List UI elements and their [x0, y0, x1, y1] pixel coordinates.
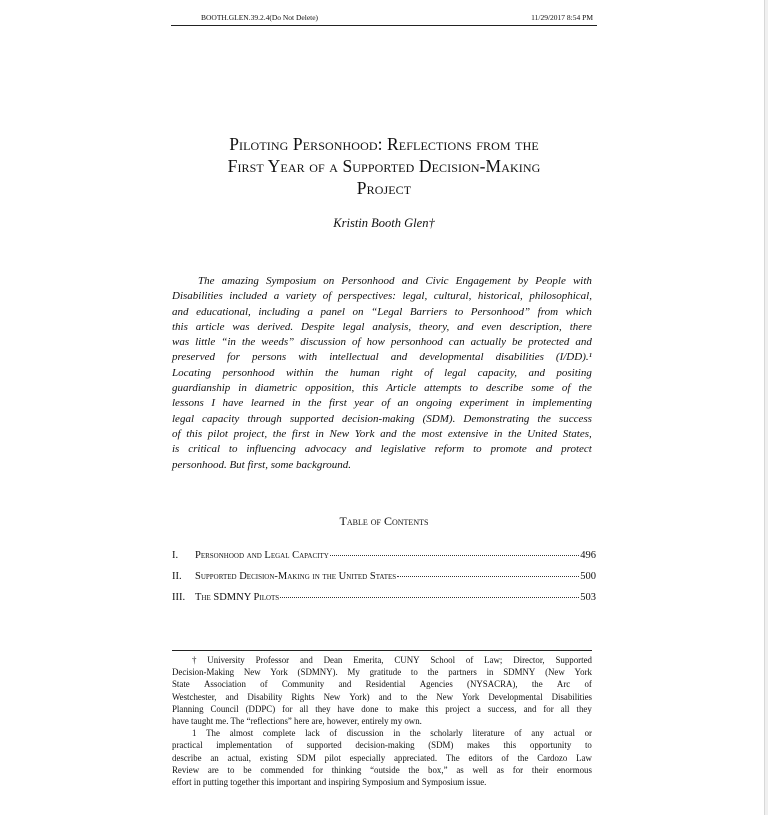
footnotes: [172, 654, 592, 788]
toc-entry-title: Personhood and Legal Capacity: [195, 550, 329, 561]
running-head-timestamp: 11/29/2017 8:54 PM: [531, 13, 593, 22]
title-line: Project: [356, 178, 412, 198]
abstract-line: personhood. But first, some background.: [172, 458, 351, 471]
footnote-line: Westchester, and Disability Rights New York) and to the New York Developmental Disabilities: [172, 691, 592, 702]
abstract-line: guardianship in diametric opposition, this Article attempts to describe some of the: [172, 382, 592, 395]
article-title: [171, 133, 597, 199]
toc-dot-leader: [397, 576, 579, 577]
abstract-line: legal capacity through supported decision-making (SDM). Demonstrating the success: [172, 412, 592, 425]
abstract: [172, 274, 592, 473]
table-of-contents: [172, 550, 596, 613]
running-head: [171, 10, 597, 26]
toc-entry[interactable]: [172, 571, 596, 592]
footnote-line: practical implementation of supported decision-making (SDM) makes this opportunity to: [172, 740, 592, 751]
abstract-line: Locating personhood within the human right of legal capacity, and positing: [172, 366, 592, 379]
abstract-line: and educational, including a panel on “Legal Barriers to Personhood” from which: [172, 305, 592, 318]
footnote-line: State Association of Community and Residential Agencies (NYSACRA), the Arc of: [172, 679, 592, 690]
footnote-divider: [172, 650, 592, 651]
author-name: Kristin Booth Glen†: [333, 216, 435, 230]
abstract-line: is critical to influencing advocacy and legislative reform to promote and protect: [172, 443, 592, 456]
abstract-line: The amazing Symposium on Personhood and Civic Engagement by People with: [198, 275, 592, 287]
footnote-line: have taught me. The “reflections” here are, however, entirely my own.: [172, 716, 422, 727]
title-line: First Year of a Supported Decision-Making: [227, 156, 541, 176]
toc-entry-page: 496: [580, 550, 596, 561]
toc-heading: Table of Contents: [339, 514, 429, 528]
toc-entry-page: 503: [580, 592, 596, 603]
footnote-line: Planning Council (DDPC) for all they have done to make this project a success, and for all they: [172, 703, 592, 714]
footnote-line: Review are to be commended for thinking “outside the box,” as well as for their enormous: [172, 764, 592, 775]
toc-dot-leader: [280, 597, 579, 598]
footnote-line: 1 The almost complete lack of discussion in the scholarly literature of any actual or: [192, 728, 592, 739]
running-head-file-name: BOOTH.GLEN.39.2.4(Do Not Delete): [201, 13, 319, 22]
toc-entry[interactable]: [172, 592, 596, 613]
toc-entry-title: The SDMNY Pilots: [195, 592, 280, 603]
abstract-line: Disabilities included a variety of perspectives: legal, cultural, historical, philosophical,: [172, 290, 592, 303]
abstract-line: preserved for persons with intellectual and developmental disabilities (I/DD).¹: [172, 351, 592, 364]
abstract-line: this article was derived. Despite legal analysis, theory, and even description, there: [172, 320, 592, 333]
abstract-line: was little “in the weeds” discussion of how personhood can actually be protected and: [172, 336, 592, 349]
toc-entry-page: 500: [580, 571, 596, 582]
title-line: Piloting Personhood: Reflections from the: [229, 134, 539, 154]
footnote-line: effort in putting together this important and inspiring Symposium and Symposium issue.: [172, 777, 487, 788]
toc-dot-leader: [330, 555, 579, 556]
abstract-line: of this pilot project, the first in New York and the most extensive in the United States,: [172, 427, 592, 440]
footnote-line: describe an actual, existing SDM pilot especially appreciated. The editors of the Cardozo Law: [172, 752, 592, 763]
toc-entry-number: II.: [172, 571, 182, 582]
abstract-line: lessons I have learned in the first year of an ongoing experiment in implementing: [172, 397, 592, 410]
toc-entry-number: III.: [172, 592, 186, 603]
toc-entry[interactable]: [172, 550, 596, 571]
footnote-line: Decision-Making New York (SDMNY). My gratitude to the partners in SDMNY (New York: [172, 667, 592, 678]
toc-entry-number: I.: [172, 550, 179, 561]
footnote-line: † University Professor and Dean Emerita, CUNY School of Law; Director, Supported: [192, 655, 592, 665]
toc-entry-title: Supported Decision-Making in the United States: [195, 571, 397, 582]
